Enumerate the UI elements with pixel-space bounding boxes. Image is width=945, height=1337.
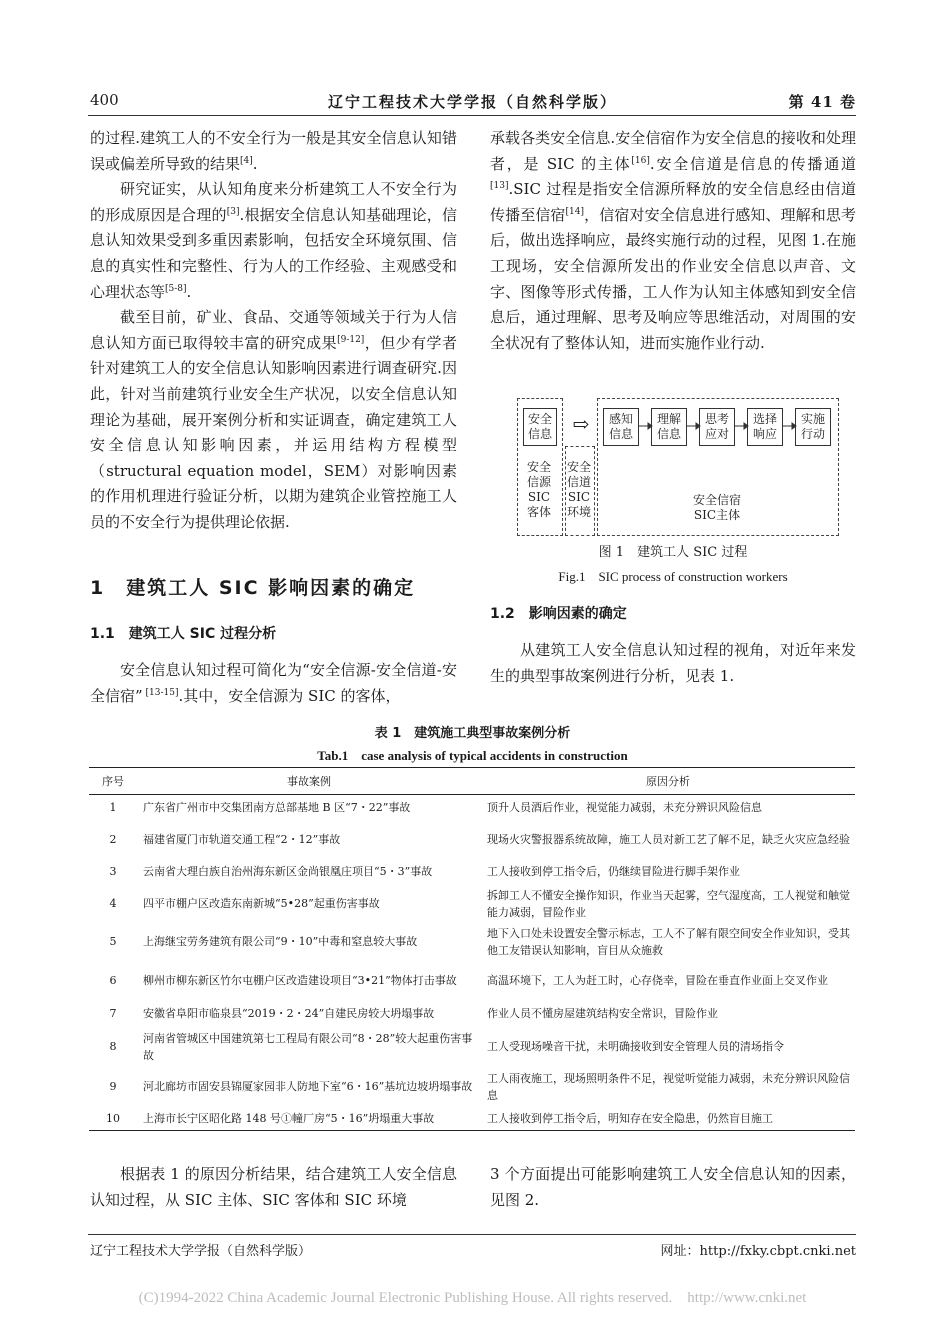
table-row: 3 云南省大理白族自治州海东新区金尚银凰庄项目“5・3”事故 工人接收到停工指令后，仍继续冒险进行脚手架作业 bbox=[109, 865, 740, 878]
header-rule bbox=[88, 115, 856, 116]
table-title-en: Tab.1 case analysis of typical accidents in construction bbox=[317, 748, 628, 763]
left-column bbox=[90, 126, 457, 536]
citation[interactable]: [13-15] bbox=[142, 687, 179, 698]
bottom-left-paragraph: 根据表 1 的原因分析结果，结合建筑工人安全信息认知过程，从 SIC 主体、SIC 客体和 SIC 环境 bbox=[90, 1165, 457, 1209]
label-sic-object: 安全 信源 SIC 客体 bbox=[526, 460, 551, 519]
citation[interactable]: [13] bbox=[490, 181, 509, 192]
table-row: 2 福建省厦门市轨道交通工程“2・12”事故 现场火灾警报器系统故障，施工人员对新工艺了解不足，缺乏火灾应急经验 bbox=[109, 833, 850, 846]
table-row: 7 安徽省阜阳市临泉县“2019・2・24”自建民房较大坍塌事故 作业人员不懂房屋建筑结构安全常识，冒险作业 bbox=[109, 1007, 718, 1020]
figure-caption-cn: 图 1 建筑工人 SIC 过程 bbox=[598, 545, 748, 560]
table-row: 5 上海继宝劳务建筑有限公司“9・10”中毒和窒息较大事故 地下入口处未设置安全警示标志，工人不了解有限空间安全作业知识，受其他工友错误认知影响，盲目从众施救 bbox=[109, 926, 850, 957]
citation[interactable]: [5-8] bbox=[165, 283, 187, 294]
step-understand: 理解 信息 bbox=[651, 408, 687, 446]
step-select: 选择 响应 bbox=[747, 408, 783, 446]
subsection-heading: 1.2 影响因素的确定 bbox=[490, 606, 627, 622]
figure-caption-en: Fig.1 SIC process of construction workers bbox=[558, 569, 788, 584]
citation[interactable]: [9-12] bbox=[337, 334, 365, 345]
copyright-watermark: (C)1994-2022 China Academic Journal Electronic Publishing House. All rights reserved. http://www.cnki.net bbox=[138, 1290, 807, 1306]
accident-table bbox=[89, 767, 855, 1131]
label-sic-environment: 安全 信道 SIC 环境 bbox=[566, 460, 591, 519]
section-heading: 1 建筑工人 SIC 影响因素的确定 bbox=[90, 577, 416, 599]
paragraph: 承载各类安全信息.安全信宿作为安全信息的接收和处理者，是 SIC 的主体[16].安全信道是信息的传播通道[13].SIC 过程是指安全信源所释放的安全信息经由信道传播至信宿[14]，信宿对安全信息进行感知、理解和思考后，做出选择响应，最终实施行动的过程，见图 1.在施工现场，安全信源所发出的作业安全信息以声音、文字、图像等形式传播，工人作为认知主体感知到安全信息后，通过理解、思考及响应等思维活动，对周围的安全状况有了整体认知，进而实施作业行动. bbox=[490, 129, 856, 352]
safety-info-box: 安全 信息 bbox=[523, 408, 557, 446]
step-perceive: 感知 信息 bbox=[603, 408, 639, 446]
col-header-reason: 原因分析 bbox=[481, 768, 855, 795]
table-row: 10 上海市长宁区昭化路 148 号①幢厂房“5・16”坍塌重大事故 工人接收到停工指令后，明知存在安全隐患，仍然盲目施工 bbox=[89, 1107, 855, 1131]
citation[interactable]: [16] bbox=[631, 155, 650, 166]
citation[interactable]: [14] bbox=[565, 206, 585, 217]
journal-title: 辽宁工程技术大学学报（自然科学版） bbox=[327, 93, 617, 111]
footer-journal: 辽宁工程技术大学学报（自然科学版） bbox=[90, 1244, 312, 1259]
paragraph: 安全信息认知过程可简化为“安全信源-安全信道-安全信宿” [13-15].其中，安全信源为 SIC 的客体， bbox=[90, 661, 457, 705]
citation[interactable]: [4] bbox=[240, 155, 253, 166]
table-title-cn: 表 1 建筑施工典型事故案例分析 bbox=[374, 726, 571, 741]
col-header-case: 事故案例 bbox=[137, 768, 481, 795]
subsection-heading: 1.1 建筑工人 SIC 过程分析 bbox=[90, 626, 277, 642]
col-header-no: 序号 bbox=[89, 768, 137, 795]
volume-label: 第 41 卷 bbox=[788, 93, 856, 111]
page-number: 400 bbox=[90, 91, 119, 109]
right-column bbox=[490, 126, 856, 356]
step-think: 思考 应对 bbox=[699, 408, 735, 446]
flow-arrow-icon: ⇨ bbox=[572, 412, 590, 436]
paragraph: 的过程.建筑工人的不安全行为一般是其安全信息认知错误或偏差所导致的结果[4]. bbox=[90, 129, 457, 173]
citation[interactable]: [3] bbox=[226, 206, 240, 217]
paragraph: 截至目前，矿业、食品、交通等领域关于行为人信息认知方面已取得较丰富的研究成果[9-12]，但少有学者针对建筑工人的安全信息认知影响因素进行调查研究.因此，针对当前建筑行业安全生产状况，以安全信息认知理论为基础，展开案例分析和实证调查，确定建筑工人安全信息认知影响因素，并运用结构方程模型（structural equation model，SEM）对影响因素的作用机理进行验证分析，以期为建筑企业管控施工人员的不安全行为提供理论依据. bbox=[90, 308, 457, 531]
table-row: 9 河北廊坊市固安县锦厦家园非人防地下室“6・16”基坑边坡坍塌事故 工人雨夜施工，现场照明条件不足，视觉听觉能力减弱，未充分辨识风险信息 bbox=[109, 1071, 850, 1102]
figure-sic-process bbox=[517, 398, 837, 536]
footer-rule bbox=[88, 1234, 856, 1235]
left-column-cont bbox=[90, 658, 457, 709]
table-header-row bbox=[89, 768, 855, 795]
table-row: 8 河南省管城区中国建筑第七工程局有限公司“8・28”较大起重伤害事故 工人受现场噪音干扰，未明确接收到安全管理人员的清场指令 bbox=[109, 1031, 784, 1062]
footer-website-link[interactable]: 网址：http://fxky.cbpt.cnki.net bbox=[660, 1244, 856, 1259]
paragraph: 从建筑工人安全信息认知过程的视角，对近年来发生的典型事故案例进行分析，见表 1. bbox=[490, 641, 856, 685]
paragraph: 研究证实，从认知角度来分析建筑工人不安全行为的形成原因是合理的[3].根据安全信息认知基础理论，信息认知效果受到多重因素影响，包括安全环境氛围、信息的真实性和完整性、行为人的工作经验、主观感受和心理状态等[5-8]. bbox=[90, 180, 457, 301]
table-row: 4 四平市棚户区改造东南新城“5•28”起重伤害事故 拆卸工人不懂安全操作知识，作业当天起雾，空气湿度高，工人视觉和触觉能力减弱，冒险作业 bbox=[109, 888, 850, 919]
label-sic-subject: 安全信宿 SIC主体 bbox=[692, 493, 741, 522]
step-arrows bbox=[517, 398, 837, 458]
bottom-right-paragraph: 3 个方面提出可能影响建筑工人安全信息认知的因素，见图 2. bbox=[490, 1165, 856, 1209]
table-row: 6 柳州市柳东新区竹尔屯棚户区改造建设项目“3•21”物体打击事故 高温环境下，工人为赶工时，心存侥幸，冒险在垂直作业面上交叉作业 bbox=[109, 974, 828, 987]
step-act: 实施 行动 bbox=[795, 408, 831, 446]
table-row: 1 广东省广州市中交集团南方总部基地 B 区“7・22”事故 顶升人员酒后作业，视觉能力减弱，未充分辨识风险信息 bbox=[109, 801, 762, 815]
right-column-cont bbox=[490, 638, 856, 689]
